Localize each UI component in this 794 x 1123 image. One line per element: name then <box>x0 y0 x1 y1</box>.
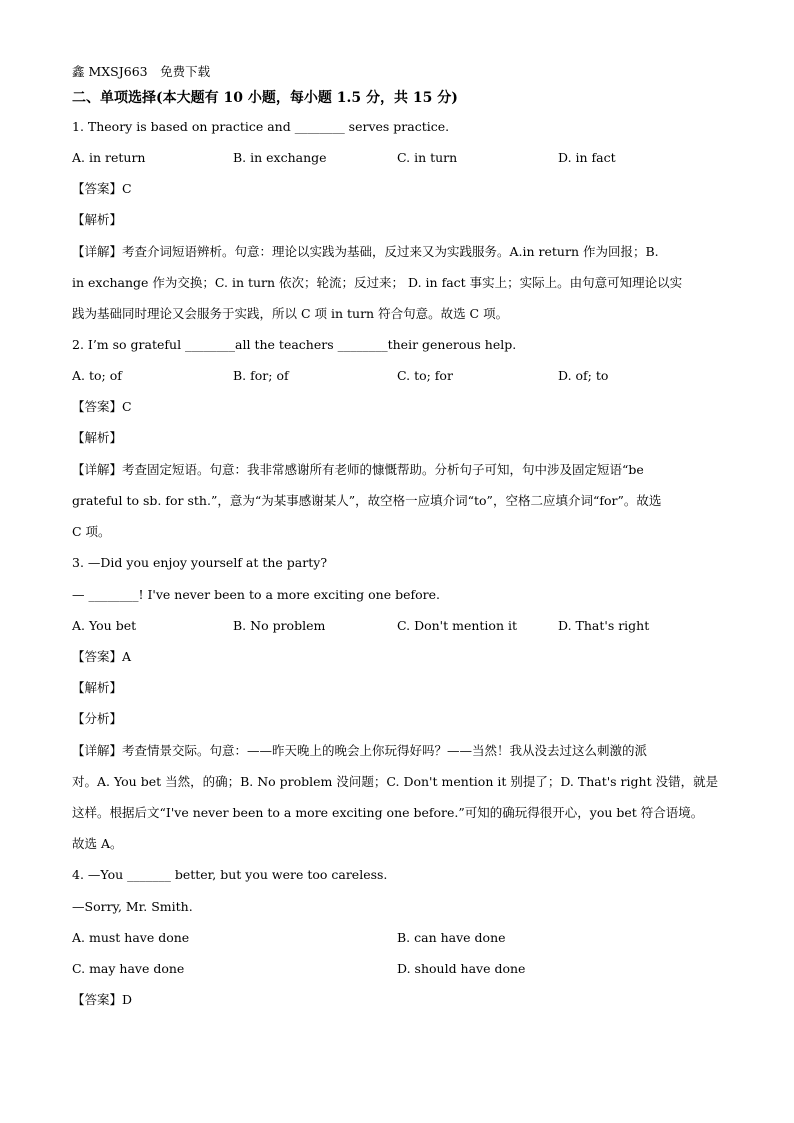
q2-option-d: D. of; to <box>558 368 609 383</box>
detail-label: 【详解】 <box>72 462 123 477</box>
q3-detail-line-3: 这样。根据后文“I've never been to a more exciting one before.”可知的确玩得很开心，you bet 符合语境。 <box>72 805 704 820</box>
detail-label: 【详解】 <box>72 244 123 259</box>
q3-option-a: A. You bet <box>72 618 137 633</box>
q2-option-c: C. to; for <box>397 368 453 383</box>
question-2-stem: 2. I’m so grateful ________all the teachers ________their generous help. <box>72 337 517 352</box>
detail-label: 【详解】 <box>72 743 123 758</box>
q3-detail-line-1: 【详解】考查情景交际。句意：——昨天晚上的晚会上你玩得好吗？——当然！我从没去过这么刺激的派 <box>72 743 648 758</box>
q3-detail-line-4: 故选 A。 <box>72 836 123 851</box>
q2-detail-line-3: C 项。 <box>72 524 111 539</box>
q4-answer <box>72 992 132 1008</box>
question-3-stem-2: — ________! I've never been to a more exciting one before. <box>72 587 440 602</box>
q2-detail-line-1: 【详解】考查固定短语。句意：我非常感谢所有老师的慷慨帮助。分析句子可知，句中涉及固定短语“be <box>72 462 644 477</box>
question-1-stem: 1. Theory is based on practice and ________ serves practice. <box>72 119 450 134</box>
q4-answer-value: D <box>122 992 133 1007</box>
q1-option-c: C. in turn <box>397 150 458 165</box>
q4-option-c: C. may have done <box>72 961 185 976</box>
watermark-text: 鑫 MXSJ663 免费下载 <box>72 64 211 79</box>
q3-option-d: D. That's right <box>558 618 650 633</box>
q1-answer <box>72 181 132 197</box>
q2-analysis-label: 【解析】 <box>72 430 123 445</box>
question-3-stem-1: 3. —Did you enjoy yourself at the party? <box>72 555 328 570</box>
q1-option-b: B. in exchange <box>233 150 327 165</box>
q1-option-d: D. in fact <box>558 150 616 165</box>
q4-option-a: A. must have done <box>72 930 190 945</box>
q1-detail-line-3: 践为基础同时理论又会服务于实践，所以 C 项 in turn 符合句意。故选 C 项。 <box>72 306 509 321</box>
answer-label: 【答案】 <box>72 181 123 196</box>
q1-option-a: A. in return <box>72 150 146 165</box>
answer-label: 【答案】 <box>72 399 123 414</box>
section-title: 二、单项选择(本大题有 10 小题，每小题 1.5 分，共 15 分) <box>72 90 458 106</box>
q3-detail-line-2: 对。A. You bet 当然，的确；B. No problem 没问题；C. Don't mention it 别提了；D. That's right 没错，就是 <box>72 774 719 789</box>
q1-analysis-label: 【解析】 <box>72 212 123 227</box>
q3-answer <box>72 649 131 665</box>
q2-detail-line-2: grateful to sb. for sth.”，意为“为某事感谢某人”，故空格一应填介词“to”，空格二应填介词“for”。故选 <box>72 493 662 508</box>
q4-option-b: B. can have done <box>397 930 506 945</box>
q1-detail-line-2: in exchange 作为交换；C. in turn 依次；轮流；反过来； D. in fact 事实上；实际上。由句意可知理论以实 <box>72 275 683 290</box>
q1-answer-value: C <box>122 181 132 196</box>
q2-option-b: B. for; of <box>233 368 289 383</box>
q2-answer <box>72 399 132 415</box>
q3-answer-value: A <box>122 649 132 664</box>
question-4-stem-1: 4. —You _______ better, but you were too careless. <box>72 867 388 882</box>
q3-fenxi-label: 【分析】 <box>72 711 123 726</box>
q3-analysis-label: 【解析】 <box>72 680 123 695</box>
q3-option-c: C. Don't mention it <box>397 618 517 633</box>
answer-label: 【答案】 <box>72 992 123 1007</box>
q1-detail-line-1: 【详解】考查介词短语辨析。句意：理论以实践为基础，反过来又为实践服务。A.in return 作为回报；B. <box>72 244 659 259</box>
q2-answer-value: C <box>122 399 132 414</box>
question-4-stem-2: —Sorry, Mr. Smith. <box>72 899 193 914</box>
q2-option-a: A. to; of <box>72 368 122 383</box>
q3-option-b: B. No problem <box>233 618 326 633</box>
answer-label: 【答案】 <box>72 649 123 664</box>
q4-option-d: D. should have done <box>397 961 526 976</box>
